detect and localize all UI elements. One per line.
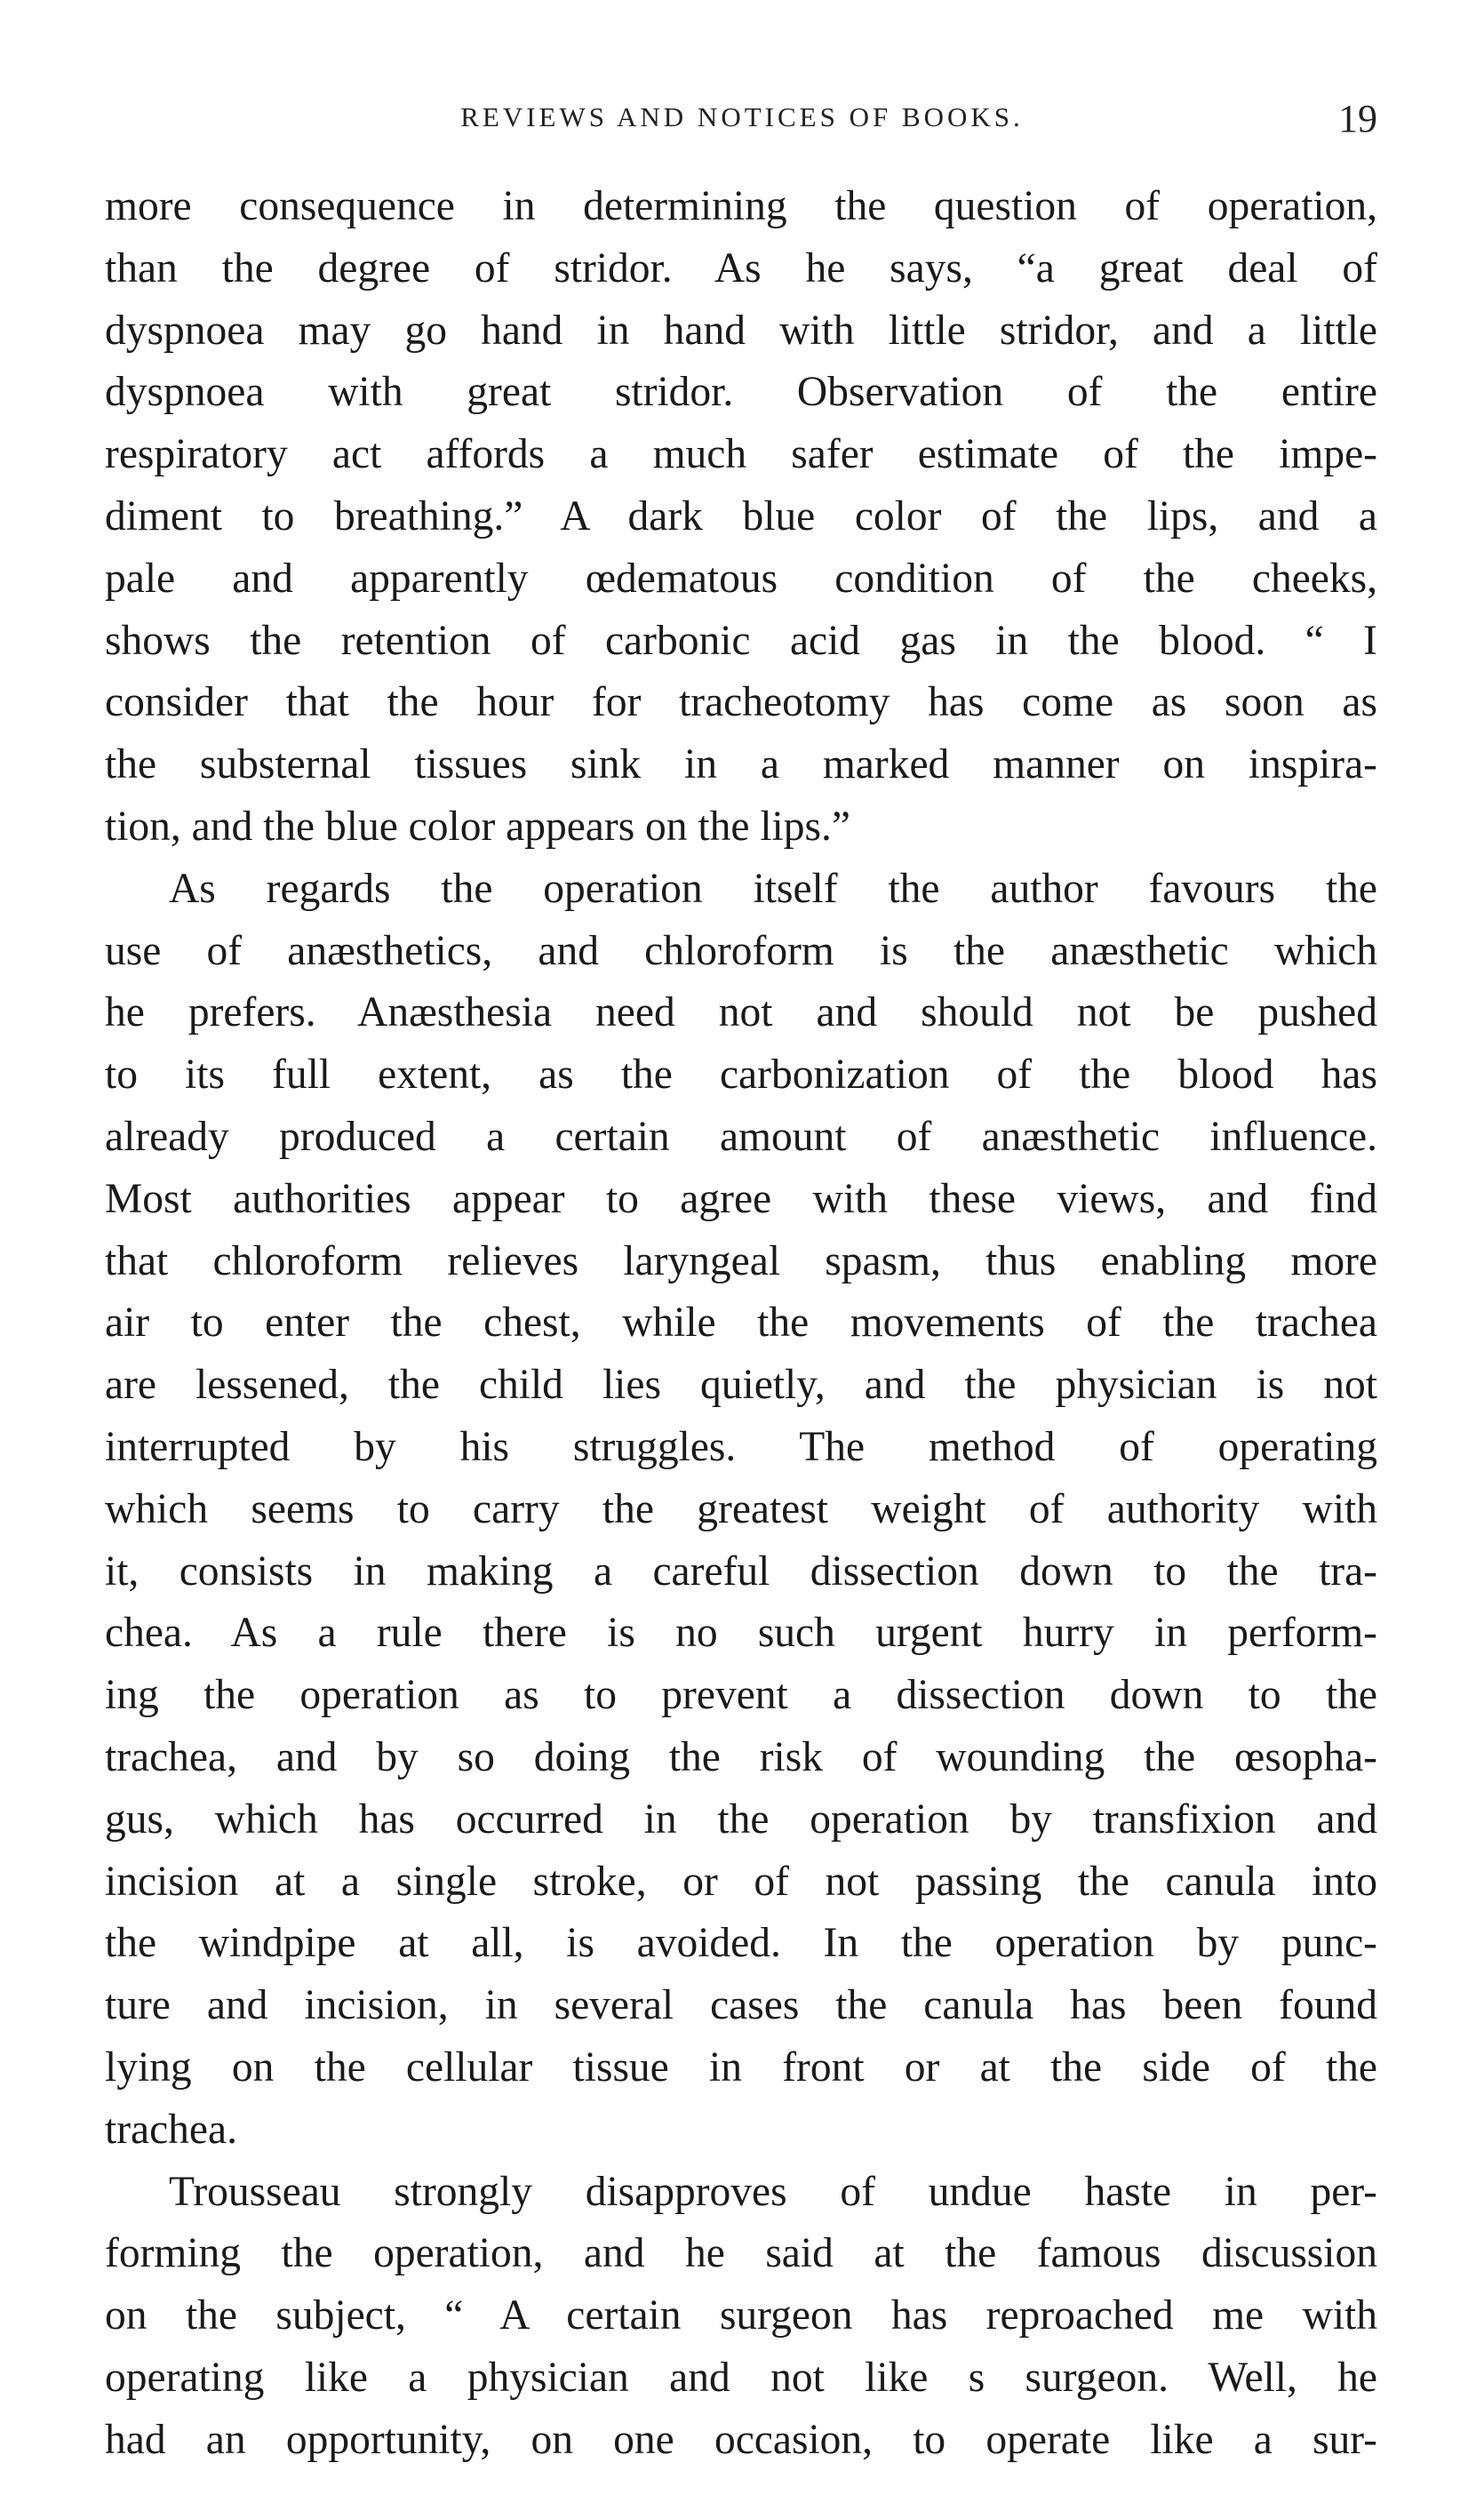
body-text [105,176,1377,2471]
paragraph-first-line: Trousseau strongly disapproves of undue haste in per- [169,2168,1377,2215]
text-line: Most authorities appear to agree with these views, and find [105,1175,1377,1222]
text-line: than the degree of stridor. As he says, “a great deal of [105,244,1377,292]
text-line: which seems to carry the greatest weight of authority with [105,1485,1377,1532]
text-line: operating like a physician and not like s surgeon. Well, he [105,2354,1377,2401]
text-line: respiratory act affords a much safer estimate of the impe- [105,431,1377,478]
text-line: trachea. [105,2106,237,2153]
text-line: diment to breathing.” A dark blue color of the lips, and a [105,492,1377,540]
text-line: lying on the cellular tissue in front or at the side of the [105,2043,1377,2091]
text-line: the substernal tissues sink in a marked manner on inspira- [105,741,1377,788]
text-line: it, consists in making a careful dissection down to the tra- [105,1547,1377,1595]
text-line: are lessened, the child lies quietly, and the physician is not [105,1362,1377,1409]
text-line: dyspnoea with great stridor. Observation of the entire [105,369,1377,416]
text-line: the windpipe at all, is avoided. In the operation by punc- [105,1920,1377,1967]
text-line: pale and apparently œdematous condition of the cheeks, [105,555,1377,602]
text-line: chea. As a rule there is no such urgent hurry in perform- [105,1610,1377,1657]
text-line: that chloroform relieves laryngeal spasm, thus enabling more [105,1237,1377,1284]
text-line: use of anæsthetics, and chloroform is the anæsthetic which [105,927,1377,974]
text-line: to its full extent, as the carbonization of the blood has [105,1052,1377,1099]
running-title: REVIEWS AND NOTICES OF BOOKS. [460,101,1024,132]
text-line: consider that the hour for tracheotomy has come as soon as [105,679,1377,726]
text-line: tion, and the blue color appears on the lips.” [105,803,850,850]
text-line: on the subject, “ A certain surgeon has reproached me with [105,2292,1377,2339]
running-head [107,96,1377,149]
text-line: trachea, and by so doing the risk of wounding the œsopha- [105,1733,1377,1780]
text-line: dyspnoea may go hand in hand with little stridor, and a little [105,307,1377,354]
text-line: forming the operation, and he said at the famous discussion [105,2230,1377,2277]
paragraph-first-line: As regards the operation itself the author favours the [169,865,1377,912]
text-line: air to enter the chest, while the movements of the trachea [105,1299,1377,1347]
text-line: incision at a single stroke, or of not passing the canula into [105,1858,1377,1905]
text-line: gus, which has occurred in the operation by transfixion and [105,1795,1377,1843]
text-line: ture and incision, in several cases the canula has been found [105,1982,1377,2029]
text-line: had an opportunity, on one occasion, to operate like a sur- [105,2416,1377,2463]
text-line: more consequence in determining the question of operation, [105,183,1377,229]
text-line: he prefers. Anæsthesia need not and should not be pushed [105,989,1377,1036]
page-number: 19 [1338,97,1377,140]
text-line: interrupted by his struggles. The method of operating [105,1423,1377,1470]
text-line: shows the retention of carbonic acid gas in the blood. “ I [105,617,1377,664]
text-line: ing the operation as to prevent a dissection down to the [105,1672,1377,1719]
text-line: already produced a certain amount of anæsthetic influence. [105,1113,1377,1160]
